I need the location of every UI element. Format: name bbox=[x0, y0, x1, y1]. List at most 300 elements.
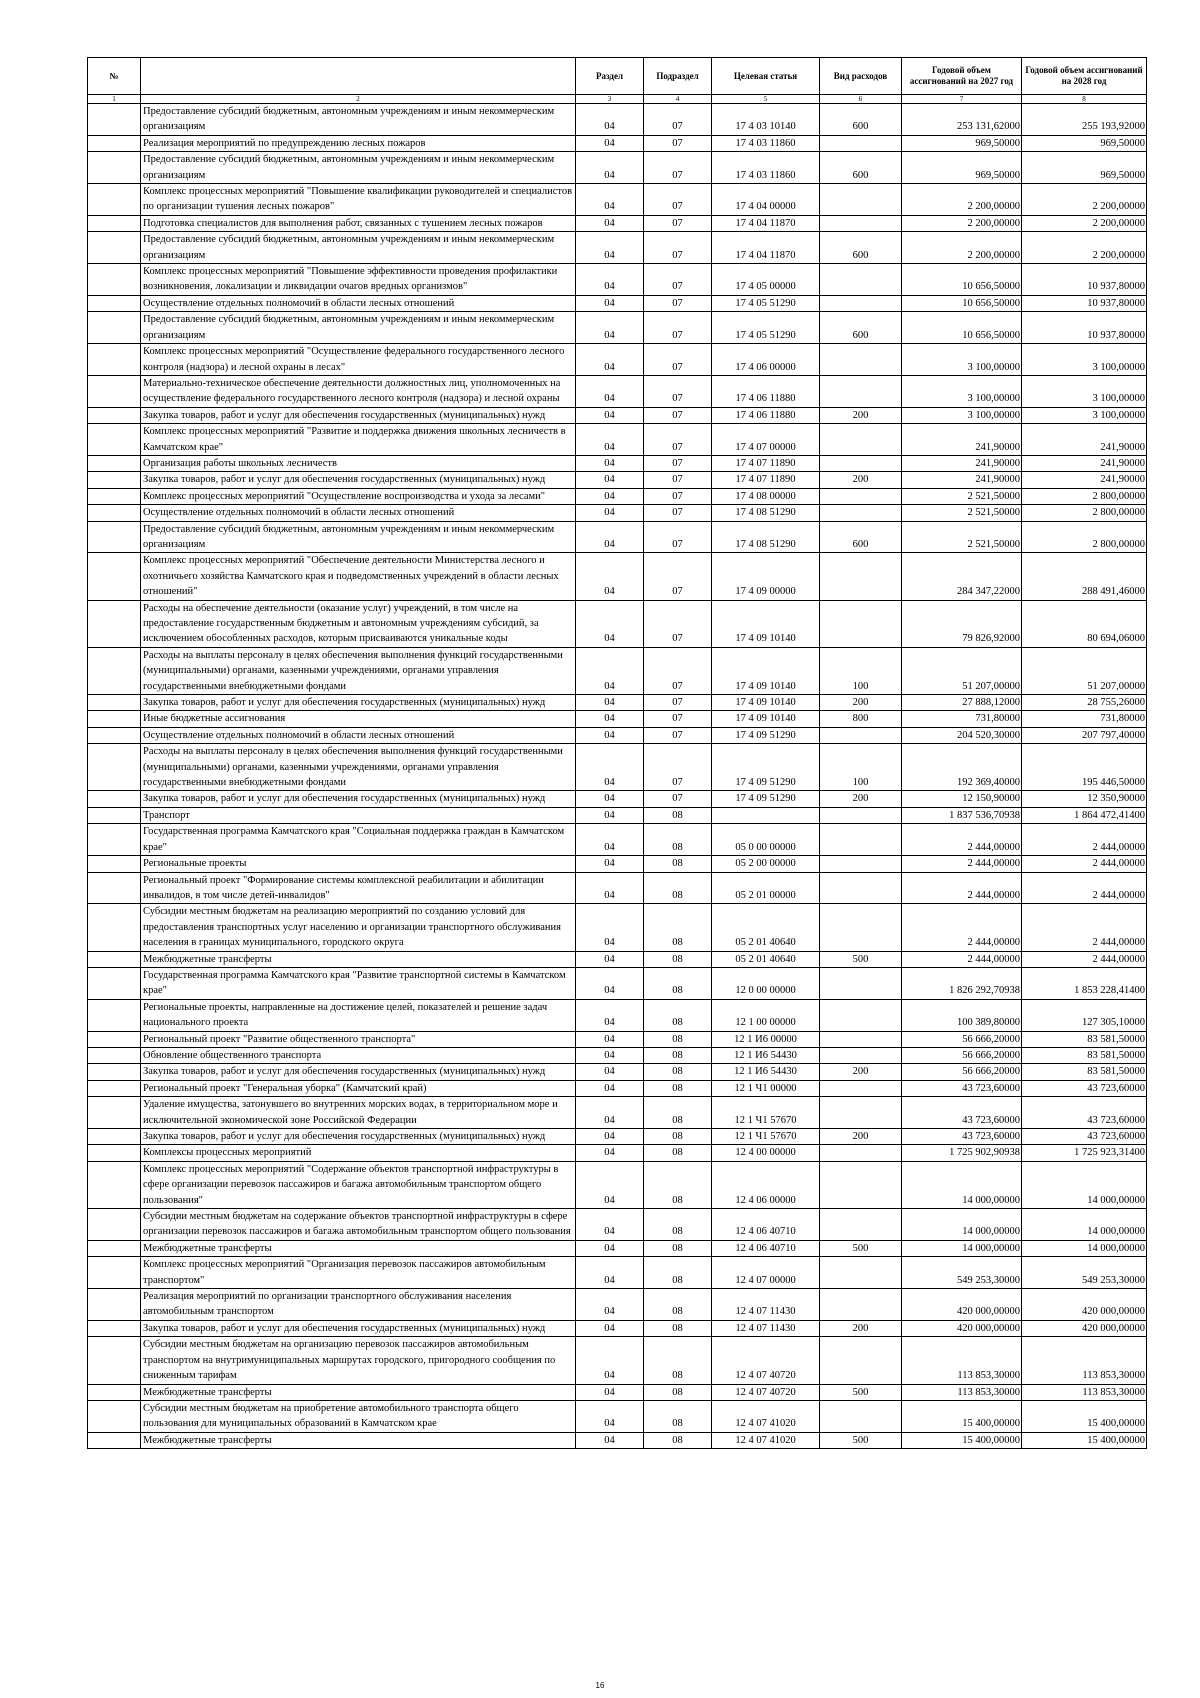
row-subsection-cell: 07 bbox=[644, 424, 712, 456]
row-amount-2027-cell: 15 400,00000 bbox=[902, 1400, 1022, 1432]
row-expense-type-cell bbox=[820, 1400, 902, 1432]
row-subsection-cell: 07 bbox=[644, 375, 712, 407]
row-target-item-cell: 12 1 И6 54430 bbox=[712, 1064, 820, 1080]
row-expense-type-cell: 600 bbox=[820, 104, 902, 136]
row-target-item-cell: 05 2 01 00000 bbox=[712, 872, 820, 904]
row-section-cell: 04 bbox=[576, 904, 644, 951]
row-expense-type-cell: 600 bbox=[820, 312, 902, 344]
row-target-item-cell: 12 1 00 00000 bbox=[712, 999, 820, 1031]
row-section-cell: 04 bbox=[576, 791, 644, 807]
row-amount-2028-cell: 195 446,50000 bbox=[1022, 744, 1147, 791]
row-section-cell: 04 bbox=[576, 1064, 644, 1080]
row-amount-2028-cell: 51 207,00000 bbox=[1022, 647, 1147, 694]
header-section: Раздел bbox=[576, 58, 644, 95]
row-subsection-cell: 08 bbox=[644, 967, 712, 999]
row-subsection-cell: 07 bbox=[644, 505, 712, 521]
table-row bbox=[88, 1080, 1147, 1096]
table-row bbox=[88, 711, 1147, 727]
table-row bbox=[88, 967, 1147, 999]
row-expense-type-cell bbox=[820, 1080, 902, 1096]
row-amount-2028-cell: 288 491,46000 bbox=[1022, 553, 1147, 600]
table-row bbox=[88, 872, 1147, 904]
table-row bbox=[88, 455, 1147, 471]
row-target-item-cell: 17 4 09 51290 bbox=[712, 744, 820, 791]
row-name-cell: Расходы на выплаты персоналу в целях обеспечения выполнения функций государственными (муниципальными) органами, казенными учреждениями, органами управления государственными внебюджетными фондами bbox=[141, 647, 576, 694]
row-expense-type-cell: 600 bbox=[820, 152, 902, 184]
row-subsection-cell: 08 bbox=[644, 1047, 712, 1063]
row-target-item-cell: 12 1 Ч1 00000 bbox=[712, 1080, 820, 1096]
row-section-cell: 04 bbox=[576, 184, 644, 216]
row-amount-2027-cell: 2 200,00000 bbox=[902, 184, 1022, 216]
row-section-cell: 04 bbox=[576, 1047, 644, 1063]
row-target-item-cell: 17 4 08 00000 bbox=[712, 488, 820, 504]
row-amount-2028-cell: 80 694,06000 bbox=[1022, 600, 1147, 647]
row-name-cell: Государственная программа Камчатского края "Социальная поддержка граждан в Камчатском крае" bbox=[141, 824, 576, 856]
row-section-cell: 04 bbox=[576, 967, 644, 999]
row-amount-2027-cell: 420 000,00000 bbox=[902, 1289, 1022, 1321]
row-target-item-cell: 05 2 00 00000 bbox=[712, 856, 820, 872]
row-name-cell: Комплекс процессных мероприятий "Осуществление федерального государственного лесного контроля (надзора) и лесной охраны в лесах" bbox=[141, 344, 576, 376]
table-row bbox=[88, 695, 1147, 711]
row-amount-2027-cell: 56 666,20000 bbox=[902, 1031, 1022, 1047]
row-subsection-cell: 07 bbox=[644, 744, 712, 791]
row-name-cell: Региональные проекты bbox=[141, 856, 576, 872]
row-subsection-cell: 08 bbox=[644, 1064, 712, 1080]
row-target-item-cell: 12 4 06 40710 bbox=[712, 1240, 820, 1256]
row-subsection-cell: 07 bbox=[644, 152, 712, 184]
row-name-cell: Обновление общественного транспорта bbox=[141, 1047, 576, 1063]
row-amount-2028-cell: 731,80000 bbox=[1022, 711, 1147, 727]
page-number: 16 bbox=[595, 1681, 605, 1690]
row-amount-2028-cell: 14 000,00000 bbox=[1022, 1240, 1147, 1256]
row-amount-2027-cell: 43 723,60000 bbox=[902, 1097, 1022, 1129]
row-section-cell: 04 bbox=[576, 264, 644, 296]
row-name-cell: Расходы на обеспечение деятельности (оказание услуг) учреждений, в том числе на предоставление государственным бюджетным и автономным учреждениям субсидий, за исключением обособленных расходов, которым присваиваются уникальные коды bbox=[141, 600, 576, 647]
table-row bbox=[88, 600, 1147, 647]
row-amount-2027-cell: 56 666,20000 bbox=[902, 1047, 1022, 1063]
row-amount-2028-cell: 2 200,00000 bbox=[1022, 215, 1147, 231]
row-section-cell: 04 bbox=[576, 1289, 644, 1321]
row-amount-2028-cell: 83 581,50000 bbox=[1022, 1064, 1147, 1080]
row-expense-type-cell: 100 bbox=[820, 744, 902, 791]
row-target-item-cell: 12 4 06 00000 bbox=[712, 1161, 820, 1208]
row-subsection-cell: 08 bbox=[644, 1129, 712, 1145]
row-name-cell: Комплекс процессных мероприятий "Повышение квалификации руководителей и специалистов по организации тушения лесных пожаров" bbox=[141, 184, 576, 216]
row-amount-2027-cell: 2 444,00000 bbox=[902, 824, 1022, 856]
row-name-cell: Межбюджетные трансферты bbox=[141, 1240, 576, 1256]
row-subsection-cell: 07 bbox=[644, 184, 712, 216]
row-number-cell bbox=[88, 1047, 141, 1063]
row-number-cell bbox=[88, 215, 141, 231]
row-number-cell bbox=[88, 1209, 141, 1241]
row-amount-2027-cell: 1 725 902,90938 bbox=[902, 1145, 1022, 1161]
row-section-cell: 04 bbox=[576, 999, 644, 1031]
row-amount-2027-cell: 253 131,62000 bbox=[902, 104, 1022, 136]
row-amount-2027-cell: 2 444,00000 bbox=[902, 872, 1022, 904]
row-number-cell bbox=[88, 312, 141, 344]
row-subsection-cell: 07 bbox=[644, 472, 712, 488]
row-section-cell: 04 bbox=[576, 807, 644, 823]
row-amount-2027-cell: 2 200,00000 bbox=[902, 232, 1022, 264]
table-row bbox=[88, 1031, 1147, 1047]
row-subsection-cell: 07 bbox=[644, 521, 712, 553]
row-amount-2027-cell: 284 347,22000 bbox=[902, 553, 1022, 600]
row-target-item-cell: 17 4 06 11880 bbox=[712, 375, 820, 407]
row-target-item-cell: 17 4 04 11870 bbox=[712, 215, 820, 231]
row-number-cell bbox=[88, 1320, 141, 1336]
row-amount-2027-cell: 3 100,00000 bbox=[902, 375, 1022, 407]
row-amount-2028-cell: 10 937,80000 bbox=[1022, 295, 1147, 311]
row-amount-2028-cell: 420 000,00000 bbox=[1022, 1320, 1147, 1336]
header-number: № bbox=[88, 58, 141, 95]
row-section-cell: 04 bbox=[576, 455, 644, 471]
row-number-cell bbox=[88, 1240, 141, 1256]
row-amount-2027-cell: 79 826,92000 bbox=[902, 600, 1022, 647]
row-name-cell: Закупка товаров, работ и услуг для обеспечения государственных (муниципальных) нужд bbox=[141, 1320, 576, 1336]
row-target-item-cell: 12 4 07 11430 bbox=[712, 1320, 820, 1336]
table-row bbox=[88, 1432, 1147, 1448]
row-expense-type-cell bbox=[820, 135, 902, 151]
row-target-item-cell: 17 4 05 51290 bbox=[712, 312, 820, 344]
row-target-item-cell: 05 2 01 40640 bbox=[712, 951, 820, 967]
row-name-cell: Субсидии местным бюджетам на организацию перевозок пассажиров автомобильным транспортом на внутримуниципальных маршрутах городского, пригородного сообщения по сниженным тарифам bbox=[141, 1337, 576, 1384]
row-target-item-cell: 17 4 07 11890 bbox=[712, 472, 820, 488]
row-number-cell bbox=[88, 951, 141, 967]
row-amount-2028-cell: 1 864 472,41400 bbox=[1022, 807, 1147, 823]
column-number: 8 bbox=[1022, 95, 1147, 104]
row-subsection-cell: 07 bbox=[644, 215, 712, 231]
row-subsection-cell: 08 bbox=[644, 1384, 712, 1400]
row-subsection-cell: 07 bbox=[644, 344, 712, 376]
row-name-cell: Комплекс процессных мероприятий "Повышение эффективности проведения профилактики возникновения, локализации и ликвидации очагов вредных организмов" bbox=[141, 264, 576, 296]
row-name-cell: Комплекс процессных мероприятий "Обеспечение деятельности Министерства лесного и охотничьего хозяйства Камчатского края и подведомственных учреждений в области лесных отношений" bbox=[141, 553, 576, 600]
row-name-cell: Закупка товаров, работ и услуг для обеспечения государственных (муниципальных) нужд bbox=[141, 472, 576, 488]
table-row bbox=[88, 1161, 1147, 1208]
row-expense-type-cell: 500 bbox=[820, 1432, 902, 1448]
row-target-item-cell: 12 4 07 41020 bbox=[712, 1400, 820, 1432]
row-expense-type-cell bbox=[820, 505, 902, 521]
table-row bbox=[88, 807, 1147, 823]
row-section-cell: 04 bbox=[576, 1097, 644, 1129]
row-number-cell bbox=[88, 295, 141, 311]
row-section-cell: 04 bbox=[576, 553, 644, 600]
row-number-cell bbox=[88, 407, 141, 423]
table-row bbox=[88, 407, 1147, 423]
row-subsection-cell: 08 bbox=[644, 1257, 712, 1289]
row-subsection-cell: 07 bbox=[644, 232, 712, 264]
row-amount-2027-cell: 51 207,00000 bbox=[902, 647, 1022, 694]
row-section-cell: 04 bbox=[576, 1257, 644, 1289]
row-amount-2027-cell: 56 666,20000 bbox=[902, 1064, 1022, 1080]
column-number: 5 bbox=[712, 95, 820, 104]
row-amount-2028-cell: 2 200,00000 bbox=[1022, 184, 1147, 216]
row-section-cell: 04 bbox=[576, 424, 644, 456]
row-target-item-cell: 17 4 06 00000 bbox=[712, 344, 820, 376]
row-number-cell bbox=[88, 967, 141, 999]
row-amount-2027-cell: 2 444,00000 bbox=[902, 904, 1022, 951]
row-number-cell bbox=[88, 856, 141, 872]
row-name-cell: Закупка товаров, работ и услуг для обеспечения государственных (муниципальных) нужд bbox=[141, 791, 576, 807]
row-number-cell bbox=[88, 135, 141, 151]
row-number-cell bbox=[88, 999, 141, 1031]
row-amount-2028-cell: 113 853,30000 bbox=[1022, 1337, 1147, 1384]
row-amount-2028-cell: 43 723,60000 bbox=[1022, 1129, 1147, 1145]
row-number-cell bbox=[88, 1384, 141, 1400]
row-name-cell: Закупка товаров, работ и услуг для обеспечения государственных (муниципальных) нужд bbox=[141, 695, 576, 711]
row-target-item-cell: 17 4 04 00000 bbox=[712, 184, 820, 216]
row-amount-2028-cell: 255 193,92000 bbox=[1022, 104, 1147, 136]
row-subsection-cell: 08 bbox=[644, 1240, 712, 1256]
row-target-item-cell: 17 4 09 10140 bbox=[712, 711, 820, 727]
row-number-cell bbox=[88, 152, 141, 184]
row-target-item-cell: 17 4 09 10140 bbox=[712, 647, 820, 694]
row-target-item-cell: 17 4 07 00000 bbox=[712, 424, 820, 456]
row-amount-2027-cell: 43 723,60000 bbox=[902, 1080, 1022, 1096]
row-target-item-cell: 05 0 00 00000 bbox=[712, 824, 820, 856]
row-amount-2027-cell: 1 837 536,70938 bbox=[902, 807, 1022, 823]
row-subsection-cell: 07 bbox=[644, 711, 712, 727]
row-amount-2027-cell: 3 100,00000 bbox=[902, 344, 1022, 376]
row-section-cell: 04 bbox=[576, 1432, 644, 1448]
table-row bbox=[88, 312, 1147, 344]
row-subsection-cell: 07 bbox=[644, 488, 712, 504]
row-expense-type-cell bbox=[820, 1031, 902, 1047]
row-section-cell: 04 bbox=[576, 472, 644, 488]
row-name-cell: Межбюджетные трансферты bbox=[141, 1432, 576, 1448]
row-expense-type-cell bbox=[820, 824, 902, 856]
table-row bbox=[88, 104, 1147, 136]
row-subsection-cell: 08 bbox=[644, 1209, 712, 1241]
header-subsection: Подраздел bbox=[644, 58, 712, 95]
row-number-cell bbox=[88, 600, 141, 647]
row-expense-type-cell: 100 bbox=[820, 647, 902, 694]
row-name-cell: Осуществление отдельных полномочий в области лесных отношений bbox=[141, 505, 576, 521]
row-name-cell: Подготовка специалистов для выполнения работ, связанных с тушением лесных пожаров bbox=[141, 215, 576, 231]
row-number-cell bbox=[88, 424, 141, 456]
row-name-cell: Предоставление субсидий бюджетным, автономным учреждениям и иным некоммерческим организациям bbox=[141, 232, 576, 264]
row-name-cell: Реализация мероприятий по организации транспортного обслуживания населения автомобильным транспортом bbox=[141, 1289, 576, 1321]
row-target-item-cell: 17 4 08 51290 bbox=[712, 521, 820, 553]
row-expense-type-cell: 200 bbox=[820, 1064, 902, 1080]
row-subsection-cell: 07 bbox=[644, 791, 712, 807]
row-number-cell bbox=[88, 488, 141, 504]
row-expense-type-cell: 200 bbox=[820, 695, 902, 711]
row-amount-2028-cell: 14 000,00000 bbox=[1022, 1161, 1147, 1208]
row-subsection-cell: 08 bbox=[644, 1080, 712, 1096]
row-section-cell: 04 bbox=[576, 488, 644, 504]
row-amount-2027-cell: 420 000,00000 bbox=[902, 1320, 1022, 1336]
row-target-item-cell: 12 1 Ч1 57670 bbox=[712, 1129, 820, 1145]
row-amount-2028-cell: 83 581,50000 bbox=[1022, 1047, 1147, 1063]
row-amount-2028-cell: 43 723,60000 bbox=[1022, 1080, 1147, 1096]
row-expense-type-cell bbox=[820, 807, 902, 823]
row-expense-type-cell bbox=[820, 872, 902, 904]
row-expense-type-cell bbox=[820, 999, 902, 1031]
row-section-cell: 04 bbox=[576, 1320, 644, 1336]
row-expense-type-cell: 500 bbox=[820, 1384, 902, 1400]
table-row bbox=[88, 824, 1147, 856]
row-amount-2028-cell: 420 000,00000 bbox=[1022, 1289, 1147, 1321]
row-expense-type-cell bbox=[820, 600, 902, 647]
row-name-cell: Предоставление субсидий бюджетным, автономным учреждениям и иным некоммерческим организациям bbox=[141, 152, 576, 184]
row-amount-2028-cell: 549 253,30000 bbox=[1022, 1257, 1147, 1289]
row-section-cell: 04 bbox=[576, 1384, 644, 1400]
row-section-cell: 04 bbox=[576, 407, 644, 423]
row-expense-type-cell bbox=[820, 856, 902, 872]
column-number: 6 bbox=[820, 95, 902, 104]
table-row bbox=[88, 375, 1147, 407]
column-number: 1 bbox=[88, 95, 141, 104]
row-expense-type-cell: 200 bbox=[820, 1129, 902, 1145]
row-section-cell: 04 bbox=[576, 1400, 644, 1432]
row-subsection-cell: 07 bbox=[644, 455, 712, 471]
row-expense-type-cell bbox=[820, 455, 902, 471]
row-number-cell bbox=[88, 872, 141, 904]
row-number-cell bbox=[88, 184, 141, 216]
row-name-cell: Транспорт bbox=[141, 807, 576, 823]
row-number-cell bbox=[88, 553, 141, 600]
row-section-cell: 04 bbox=[576, 824, 644, 856]
row-section-cell: 04 bbox=[576, 135, 644, 151]
row-amount-2028-cell: 2 200,00000 bbox=[1022, 232, 1147, 264]
row-number-cell bbox=[88, 695, 141, 711]
row-section-cell: 04 bbox=[576, 312, 644, 344]
row-target-item-cell: 12 1 И6 54430 bbox=[712, 1047, 820, 1063]
row-name-cell: Межбюджетные трансферты bbox=[141, 951, 576, 967]
row-name-cell: Предоставление субсидий бюджетным, автономным учреждениям и иным некоммерческим организациям bbox=[141, 104, 576, 136]
row-number-cell bbox=[88, 455, 141, 471]
row-section-cell: 04 bbox=[576, 152, 644, 184]
row-section-cell: 04 bbox=[576, 1209, 644, 1241]
row-section-cell: 04 bbox=[576, 295, 644, 311]
row-number-cell bbox=[88, 1031, 141, 1047]
table-row bbox=[88, 472, 1147, 488]
row-amount-2028-cell: 3 100,00000 bbox=[1022, 407, 1147, 423]
table-row bbox=[88, 1320, 1147, 1336]
row-subsection-cell: 08 bbox=[644, 1161, 712, 1208]
row-amount-2027-cell: 10 656,50000 bbox=[902, 264, 1022, 296]
row-expense-type-cell: 500 bbox=[820, 951, 902, 967]
row-number-cell bbox=[88, 1337, 141, 1384]
row-target-item-cell: 12 4 07 11430 bbox=[712, 1289, 820, 1321]
row-target-item-cell: 12 0 00 00000 bbox=[712, 967, 820, 999]
row-expense-type-cell: 600 bbox=[820, 232, 902, 264]
row-amount-2028-cell: 15 400,00000 bbox=[1022, 1400, 1147, 1432]
row-amount-2028-cell: 3 100,00000 bbox=[1022, 375, 1147, 407]
header-name bbox=[141, 58, 576, 95]
row-name-cell: Осуществление отдельных полномочий в области лесных отношений bbox=[141, 295, 576, 311]
column-number-row bbox=[88, 95, 1147, 104]
row-amount-2027-cell: 2 521,50000 bbox=[902, 521, 1022, 553]
table-row bbox=[88, 744, 1147, 791]
row-amount-2027-cell: 549 253,30000 bbox=[902, 1257, 1022, 1289]
row-target-item-cell: 17 4 03 11860 bbox=[712, 135, 820, 151]
row-amount-2028-cell: 12 350,90000 bbox=[1022, 791, 1147, 807]
row-expense-type-cell bbox=[820, 1257, 902, 1289]
row-expense-type-cell bbox=[820, 1209, 902, 1241]
table-row bbox=[88, 647, 1147, 694]
row-amount-2028-cell: 2 800,00000 bbox=[1022, 521, 1147, 553]
row-amount-2027-cell: 14 000,00000 bbox=[902, 1240, 1022, 1256]
row-amount-2028-cell: 241,90000 bbox=[1022, 472, 1147, 488]
table-row bbox=[88, 1209, 1147, 1241]
row-subsection-cell: 08 bbox=[644, 824, 712, 856]
row-number-cell bbox=[88, 1289, 141, 1321]
row-name-cell: Государственная программа Камчатского края "Развитие транспортной системы в Камчатском крае" bbox=[141, 967, 576, 999]
row-expense-type-cell bbox=[820, 1097, 902, 1129]
row-target-item-cell: 17 4 09 51290 bbox=[712, 727, 820, 743]
row-target-item-cell: 17 4 05 51290 bbox=[712, 295, 820, 311]
row-section-cell: 04 bbox=[576, 744, 644, 791]
row-target-item-cell: 17 4 09 51290 bbox=[712, 791, 820, 807]
row-target-item-cell: 17 4 08 51290 bbox=[712, 505, 820, 521]
row-amount-2027-cell: 12 150,90000 bbox=[902, 791, 1022, 807]
row-amount-2027-cell: 241,90000 bbox=[902, 472, 1022, 488]
row-name-cell: Региональный проект "Генеральная уборка" (Камчатский край) bbox=[141, 1080, 576, 1096]
table-row bbox=[88, 232, 1147, 264]
row-number-cell bbox=[88, 344, 141, 376]
row-amount-2028-cell: 969,50000 bbox=[1022, 152, 1147, 184]
row-name-cell: Комплексы процессных мероприятий bbox=[141, 1145, 576, 1161]
row-number-cell bbox=[88, 1432, 141, 1448]
row-section-cell: 04 bbox=[576, 521, 644, 553]
row-amount-2027-cell: 969,50000 bbox=[902, 152, 1022, 184]
row-amount-2028-cell: 14 000,00000 bbox=[1022, 1209, 1147, 1241]
row-target-item-cell: 12 1 И6 00000 bbox=[712, 1031, 820, 1047]
row-target-item-cell: 17 4 04 11870 bbox=[712, 232, 820, 264]
row-amount-2028-cell: 2 444,00000 bbox=[1022, 904, 1147, 951]
row-amount-2027-cell: 113 853,30000 bbox=[902, 1337, 1022, 1384]
row-number-cell bbox=[88, 472, 141, 488]
row-name-cell: Материально-техническое обеспечение деятельности должностных лиц, уполномоченных на осуществление федерального государственного лесного контроля (надзора) и лесной охраны bbox=[141, 375, 576, 407]
row-name-cell: Комплекс процессных мероприятий "Содержание объектов транспортной инфраструктуры в сфере организации перевозок пассажиров и багажа автомобильным транспортом общего пользования" bbox=[141, 1161, 576, 1208]
row-subsection-cell: 08 bbox=[644, 856, 712, 872]
row-target-item-cell: 17 4 09 10140 bbox=[712, 600, 820, 647]
row-number-cell bbox=[88, 904, 141, 951]
row-subsection-cell: 08 bbox=[644, 807, 712, 823]
row-name-cell: Закупка товаров, работ и услуг для обеспечения государственных (муниципальных) нужд bbox=[141, 1064, 576, 1080]
table-row bbox=[88, 152, 1147, 184]
row-section-cell: 04 bbox=[576, 344, 644, 376]
row-subsection-cell: 07 bbox=[644, 135, 712, 151]
row-number-cell bbox=[88, 1145, 141, 1161]
row-expense-type-cell: 200 bbox=[820, 472, 902, 488]
row-number-cell bbox=[88, 711, 141, 727]
row-expense-type-cell: 200 bbox=[820, 407, 902, 423]
row-number-cell bbox=[88, 505, 141, 521]
row-target-item-cell: 17 4 09 00000 bbox=[712, 553, 820, 600]
row-amount-2027-cell: 241,90000 bbox=[902, 455, 1022, 471]
row-target-item-cell: 12 4 07 00000 bbox=[712, 1257, 820, 1289]
row-number-cell bbox=[88, 1097, 141, 1129]
row-amount-2028-cell: 10 937,80000 bbox=[1022, 264, 1147, 296]
row-amount-2027-cell: 100 389,80000 bbox=[902, 999, 1022, 1031]
row-section-cell: 04 bbox=[576, 232, 644, 264]
row-subsection-cell: 07 bbox=[644, 295, 712, 311]
row-amount-2028-cell: 1 853 228,41400 bbox=[1022, 967, 1147, 999]
row-amount-2028-cell: 207 797,40000 bbox=[1022, 727, 1147, 743]
table-row bbox=[88, 1400, 1147, 1432]
row-expense-type-cell bbox=[820, 1145, 902, 1161]
row-section-cell: 04 bbox=[576, 1031, 644, 1047]
row-number-cell bbox=[88, 1161, 141, 1208]
row-subsection-cell: 07 bbox=[644, 600, 712, 647]
row-name-cell: Региональный проект "Формирование системы комплексной реабилитации и абилитации инвалидов, в том числе детей-инвалидов" bbox=[141, 872, 576, 904]
table-row bbox=[88, 791, 1147, 807]
row-expense-type-cell: 200 bbox=[820, 791, 902, 807]
row-expense-type-cell bbox=[820, 727, 902, 743]
row-target-item-cell: 17 4 03 10140 bbox=[712, 104, 820, 136]
